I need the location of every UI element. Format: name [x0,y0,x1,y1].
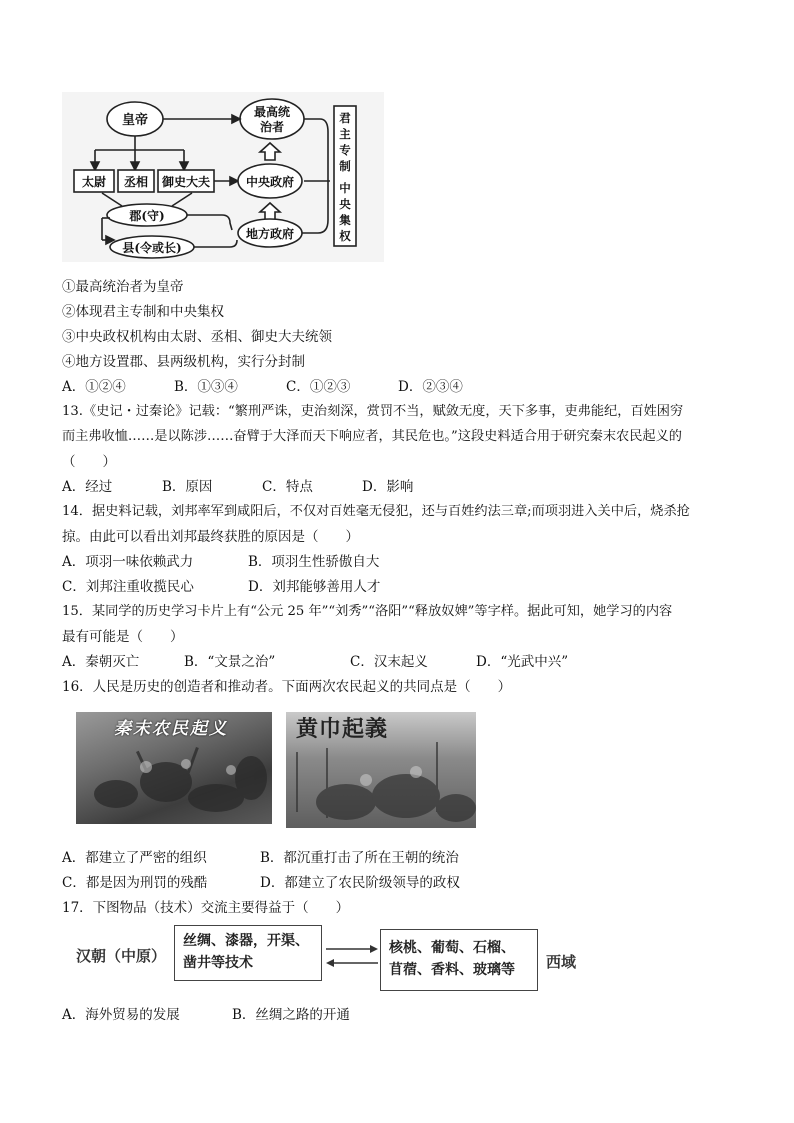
yushi-label: 御史大夫 [161,175,211,189]
side-char-8: 权 [339,229,351,243]
q15-option-a[interactable]: A．秦朝灭亡 [62,654,140,670]
q12-statement-2: ②体现君主专制和中央集权 [62,304,224,320]
q15-option-c[interactable]: C．汉末起义 [350,654,428,670]
western-regions-label: 西域 [546,953,577,971]
q15-line-1: 15．某同学的历史学习卡片上有“公元 25 年”“刘秀”“洛阳”“释放奴婢”等字样。据此可知，她学习的内容 [62,604,673,619]
q16-line-1: 16．人民是历史的创造者和推动者。下面两次农民起义的共同点是（ ） [62,679,512,695]
q12-option-d[interactable]: D．②③④ [398,379,463,395]
western-goods-line-1: 核桃、葡萄、石榴、 [389,940,515,956]
q16-option-d[interactable]: D．都建立了农民阶级领导的政权 [260,875,460,891]
q14-option-b[interactable]: B．项羽生性骄傲自大 [248,554,380,570]
q16-option-b[interactable]: B．都沉重打击了所在王朝的统治 [260,850,459,866]
chengxiang-label: 丞相 [123,175,149,189]
q13-line-1: 13.《史记・过秦论》记载：“繁刑严诛，吏治刻深，赏罚不当，赋敛无度，天下多事，吏弗能纪，百姓困穷 [62,404,684,419]
q13-line-2: 而主弗收恤……是以陈涉……奋臂于大泽而天下响应者，其民危也。”这段史料适合用于研究秦末农民起义的 [62,429,682,444]
q12-option-b[interactable]: B．①③④ [174,379,238,395]
side-char-5: 中 [339,181,351,195]
q13-option-b[interactable]: B．原因 [162,479,213,495]
q12-statement-4: ④地方设置郡、县两级机构，实行分封制 [62,354,305,370]
diagram-svg [62,92,384,262]
q13-option-d[interactable]: D．影响 [362,479,414,495]
trade-exchange-diagram [62,921,592,993]
q17-line-1: 17．下图物品（技术）交流主要得益于（ ） [62,900,350,916]
side-char-1: 君 [339,111,351,125]
supreme-ruler-label-1: 最高统 [253,105,291,119]
han-goods-box [174,925,322,981]
side-char-4: 制 [339,159,351,173]
q13-option-a[interactable]: A．经过 [62,479,113,495]
side-char-3: 专 [339,143,351,157]
q14-line-2: 掠。由此可以看出刘邦最终获胜的原因是（ ） [62,529,359,545]
q12-option-c[interactable]: C．①②③ [286,379,351,395]
central-gov-label: 中央政府 [245,175,295,189]
commandery-label: 郡(守) [129,209,165,223]
side-char-2: 主 [339,127,351,141]
han-goods-line-1: 丝绸、漆器，开渠、 [183,933,309,949]
q17-option-b[interactable]: B．丝绸之路的开通 [232,1007,350,1023]
western-goods-box [380,929,538,991]
local-gov-label: 地方政府 [245,227,295,241]
q16-option-c[interactable]: C．都是因为刑罚的残酷 [62,875,208,891]
han-goods-line-2: 凿井等技术 [183,955,253,971]
government-structure-diagram [62,92,384,262]
q14-line-1: 14．据史料记载，刘邦率军到咸阳后，不仅对百姓毫无侵犯，还与百姓约法三章;而项羽进入关中后，烧杀抢 [62,504,690,519]
q12-option-a[interactable]: A．①②④ [62,379,126,395]
emperor-label: 皇帝 [121,113,149,128]
side-char-7: 集 [339,213,351,227]
supreme-ruler-label-2: 治者 [259,120,285,134]
q13-line-3: （ ） [62,454,116,470]
q17-option-a[interactable]: A．海外贸易的发展 [62,1007,180,1023]
exchange-arrows [324,941,380,971]
side-char-6: 央 [339,197,351,211]
q12-statement-1: ①最高统治者为皇帝 [62,279,184,295]
yellow-turban-title: 黄巾起義 [296,716,389,742]
q15-option-b[interactable]: B．“文景之治” [184,654,276,670]
q14-option-d[interactable]: D．刘邦能够善用人才 [248,579,381,595]
q15-option-d[interactable]: D．“光武中兴” [476,654,569,670]
qin-uprising-image [76,712,272,824]
western-goods-line-2: 苜蓿、香料、玻璃等 [389,962,515,978]
qin-uprising-title: 秦末农民起义 [114,719,228,739]
q12-statement-3: ③中央政权机构由太尉、丞相、御史大夫统领 [62,329,332,345]
q16-option-a[interactable]: A．都建立了严密的组织 [62,850,207,866]
q15-line-2: 最有可能是（ ） [62,629,184,645]
taiwei-label: 太尉 [81,175,107,189]
county-label: 县(令或长) [122,241,182,255]
yellow-turban-image [286,712,476,828]
q14-option-a[interactable]: A．项羽一味依赖武力 [62,554,194,570]
q13-option-c[interactable]: C．特点 [262,479,313,495]
han-label: 汉朝（中原） [76,947,167,965]
q14-option-c[interactable]: C．刘邦注重收揽民心 [62,579,194,595]
